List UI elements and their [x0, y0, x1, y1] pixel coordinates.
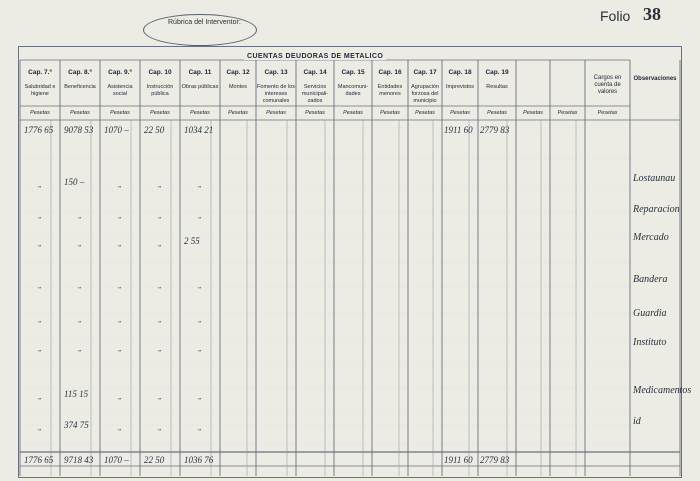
ditto-mark: „ [38, 240, 42, 248]
col-header-cap: Cap. 15 [341, 69, 365, 76]
observation-note: Instituto [633, 337, 667, 348]
ditto-mark: „ [38, 212, 42, 220]
ditto-mark: „ [158, 282, 162, 290]
col-header-unit: Pesetas [305, 110, 325, 116]
ditto-mark: „ [38, 345, 42, 353]
col-header-unit: Pesetas [487, 110, 507, 116]
entry-amount: 115 15 [64, 389, 89, 399]
ditto-mark: „ [38, 316, 42, 324]
col-header-subject: Servicios municipali- zados [301, 84, 329, 104]
col-header-cap: Cap. 14 [303, 69, 327, 76]
ditto-mark: „ [118, 316, 122, 324]
ditto-mark: „ [118, 282, 122, 290]
folio-number: 38 [643, 4, 661, 24]
col-header-cap: Cap. 17 [413, 69, 437, 76]
ditto-mark: „ [118, 212, 122, 220]
observation-note: Guardia [633, 308, 667, 319]
ditto-mark: „ [118, 393, 122, 401]
col-header-unit: Pesetas [70, 110, 90, 116]
observation-note: Medicamentos [633, 385, 692, 396]
col-header-cap: Cap. 10 [148, 69, 172, 76]
col-header-subject: Asistencia social [107, 84, 133, 97]
ditto-mark: „ [158, 212, 162, 220]
col-header-unit: Pesetas [450, 110, 470, 116]
section-title: CUENTAS DEUDORAS DE METALICO [244, 53, 386, 60]
ditto-mark: „ [118, 240, 122, 248]
col-header-cap: Cap. 18 [448, 69, 472, 76]
col-header-unit: Pesetas [110, 110, 130, 116]
observation-note: Mercado [633, 232, 669, 243]
ditto-mark: „ [198, 282, 202, 290]
col-header-cap: Cap. 9.º [108, 69, 132, 76]
col-header-subject: Obras públicas [181, 84, 219, 90]
rubrica-label: Rúbrica del Interventor: [168, 19, 241, 26]
observation-note: id [633, 416, 641, 427]
cargos-unit: Pesetas [597, 110, 618, 116]
entry-amount: 1776 65 [24, 125, 54, 135]
ditto-mark: „ [198, 316, 202, 324]
ditto-mark: „ [78, 212, 82, 220]
entry-amount: 9078 53 [64, 125, 94, 135]
total-amount: 22 50 [144, 455, 165, 465]
col-header-subject: Salubridad e higiene [24, 84, 56, 97]
col-header-cap: Cap. 19 [485, 69, 509, 76]
folio-label: Folio [600, 8, 631, 24]
col-header-cap: Cap. 13 [264, 69, 288, 76]
ditto-mark: „ [38, 424, 42, 432]
col-header-subject: Resultas [486, 84, 508, 90]
col-header-subject: Imprevistos [445, 84, 475, 90]
col-header-cap: Cap. 12 [226, 69, 250, 76]
observation-note: Reparacion [633, 204, 680, 215]
ditto-mark: „ [158, 240, 162, 248]
observation-note: Lostaunau [633, 173, 676, 184]
ditto-mark: „ [118, 424, 122, 432]
ditto-mark: „ [198, 181, 202, 189]
col-header-subject: Montes [228, 84, 248, 90]
ditto-mark: „ [78, 345, 82, 353]
ditto-mark: „ [78, 282, 82, 290]
entry-amount: 1911 60 [444, 125, 473, 135]
col-header-cap: Cap. 11 [188, 69, 212, 76]
ditto-mark: „ [158, 424, 162, 432]
entry-amount: 150 – [64, 177, 85, 187]
col-header-subject: Mancomuni- dades [337, 84, 369, 97]
total-amount: 1776 65 [24, 455, 54, 465]
col-header-unit: Pesetas [150, 110, 170, 116]
ditto-mark: „ [158, 393, 162, 401]
col-header-unit: Pesetas [30, 110, 50, 116]
total-amount: 9718 43 [64, 455, 94, 465]
ditto-mark: „ [38, 393, 42, 401]
ditto-mark: „ [78, 316, 82, 324]
ditto-mark: „ [158, 316, 162, 324]
ditto-mark: „ [38, 282, 42, 290]
col-header-subject: Entidades menores [377, 84, 403, 97]
observation-note: Bandera [633, 274, 668, 285]
col-header-subject: Fomento de los intereses comunales [257, 84, 295, 104]
col-header-cap: Cap. 8.º [68, 69, 92, 76]
col-header-unit: Pesetas [343, 110, 363, 116]
col-header-unit: Pesetas [380, 110, 400, 116]
ditto-mark: „ [158, 181, 162, 189]
ditto-mark: „ [38, 181, 42, 189]
entry-amount: 1070 – [104, 125, 129, 135]
col-header-cap: Cap. 16 [378, 69, 402, 76]
total-amount: 1036 76 [184, 455, 214, 465]
observaciones-header: Observaciones [633, 76, 677, 82]
col-header-subject: Agrupación forzosa del municipio [411, 84, 439, 104]
ditto-mark: „ [118, 345, 122, 353]
entry-amount: 1034 21 [184, 125, 214, 135]
col-header-unit: Pesetas [266, 110, 286, 116]
total-amount: 1911 60 [444, 455, 473, 465]
ditto-mark: „ [198, 212, 202, 220]
col-header-subject: Instrucción pública [146, 84, 174, 97]
col-header-unit: Pesetas [190, 110, 210, 116]
col-header-unit: Pesetas [228, 110, 248, 116]
col-header-unit: Pesetas [557, 110, 578, 116]
col-header-subject: Beneficencia [64, 84, 96, 90]
ditto-mark: „ [78, 240, 82, 248]
total-amount: 2779 83 [480, 455, 510, 465]
ditto-mark: „ [118, 181, 122, 189]
col-header-cap: Cap. 7.º [28, 69, 52, 76]
entry-amount: 2779 83 [480, 125, 510, 135]
cargos-header: Cargos en cuenta de valores [593, 75, 622, 95]
col-header-unit: Pesetas [523, 110, 543, 116]
ditto-mark: „ [198, 393, 202, 401]
entry-amount: 22 50 [144, 125, 165, 135]
col-header-unit: Pesetas [415, 110, 435, 116]
entry-amount: 374 75 [64, 420, 89, 430]
total-amount: 1070 – [104, 455, 129, 465]
ditto-mark: „ [198, 424, 202, 432]
ditto-mark: „ [158, 345, 162, 353]
entry-amount: 2 55 [184, 236, 200, 246]
ditto-mark: „ [198, 345, 202, 353]
